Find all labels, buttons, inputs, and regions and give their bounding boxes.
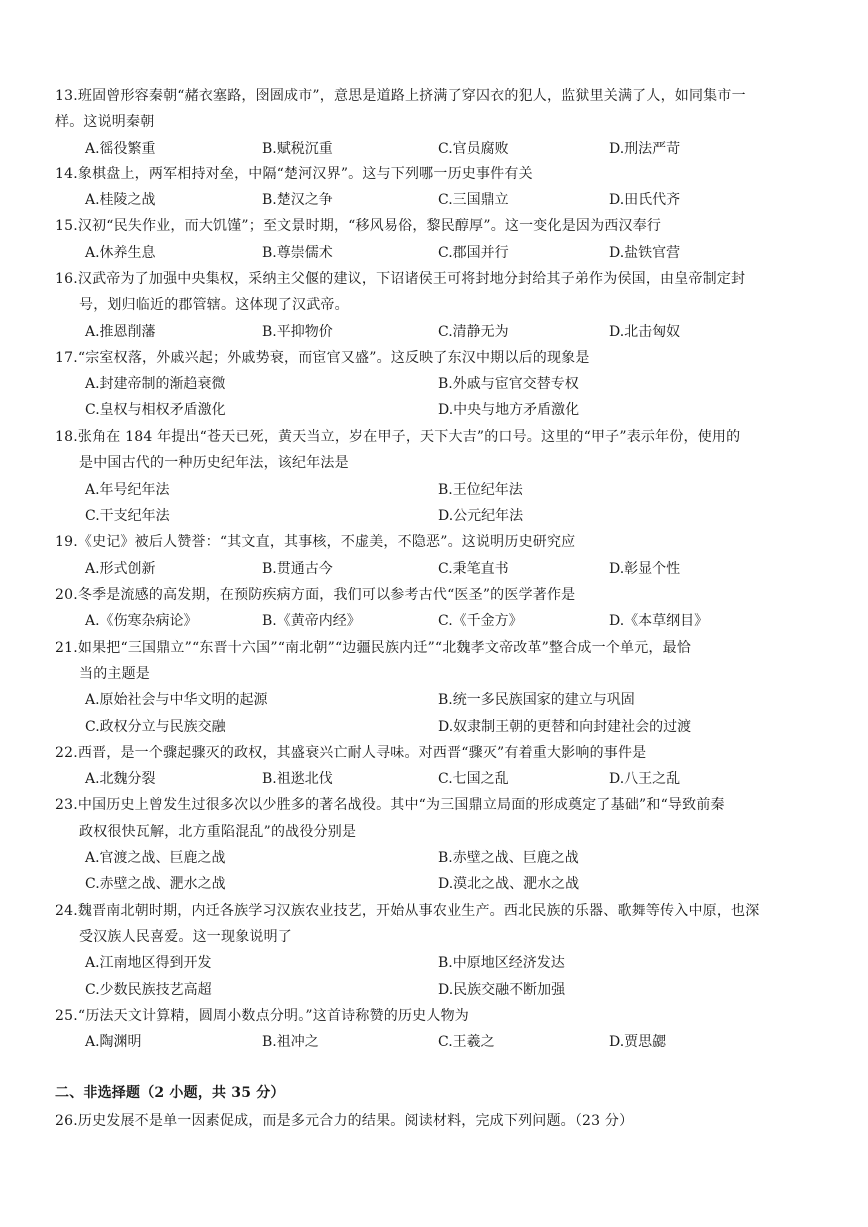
question-16-option-a: A.推恩削藩 [85, 324, 156, 340]
question-25-option-d: D.贾思勰 [609, 1034, 667, 1050]
question-21-option-a: A.原始社会与中华文明的起源 [85, 692, 268, 708]
question-14-option-d: D.田氏代齐 [609, 192, 681, 208]
question-18-option-a: A.年号纪年法 [85, 482, 170, 498]
question-20-option-b: B.《黄帝内经》 [262, 613, 361, 629]
question-13-option-c: C.官员腐败 [438, 141, 509, 157]
question-24-option-b: B.中原地区经济发达 [438, 955, 565, 971]
question-21-option-c: C.政权分立与民族交融 [85, 719, 226, 735]
question-17-option-b: B.外戚与宦官交替专权 [438, 376, 579, 392]
question-19-option-b: B.贯通古今 [262, 561, 333, 577]
question-24-text-cont: 受汉族人民喜爱。这一现象说明了 [79, 929, 292, 945]
question-24-option-a: A.江南地区得到开发 [85, 955, 212, 971]
question-15-option-b: B.尊崇儒术 [262, 245, 333, 261]
question-19-option-c: C.秉笔直书 [438, 561, 509, 577]
question-17-option-d: D.中央与地方矛盾激化 [438, 402, 580, 418]
question-16-text-cont: 号，划归临近的郡管辖。这体现了汉武帝。 [79, 297, 349, 313]
question-24-option-c: C.少数民族技艺高超 [85, 982, 212, 998]
question-13-text: 13.班固曾形容秦朝“赭衣塞路，囹圄成市”，意思是道路上挤满了穿囚衣的犯人，监狱里关满了人，如同集市一 [55, 88, 746, 104]
question-21-text-cont: 当的主题是 [79, 666, 150, 682]
question-15-option-a: A.休养生息 [85, 245, 156, 261]
question-15-text: 15.汉初“民失作业，而大饥馑”；至文景时期，“移风易俗，黎民醇厚”。这一变化是因为西汉奉行 [55, 218, 662, 234]
question-22-text: 22.西晋，是一个骤起骤灭的政权，其盛衰兴亡耐人寻味。对西晋“骤灭”有着重大影响的事件是 [55, 745, 647, 761]
question-25-option-c: C.王羲之 [438, 1034, 495, 1050]
question-21-option-b: B.统一多民族国家的建立与巩固 [438, 692, 635, 708]
question-17-option-a: A.封建帝制的渐趋衰微 [85, 376, 226, 392]
question-22-option-b: B.祖逖北伐 [262, 771, 333, 787]
question-20-option-c: C.《千金方》 [438, 613, 523, 629]
question-22-option-a: A.北魏分裂 [85, 771, 156, 787]
question-20-option-a: A.《伤寒杂病论》 [85, 613, 198, 629]
question-23-text: 23.中国历史上曾发生过很多次以少胜多的著名战役。其中“为三国鼎立局面的形成奠定了基础”和“导致前秦 [55, 797, 725, 813]
question-23-option-d: D.漠北之战、淝水之战 [438, 876, 580, 892]
question-13-option-a: A.徭役繁重 [85, 141, 156, 157]
question-17-text: 17.“宗室权落，外戚兴起；外戚势衰，而宦官又盛”。这反映了东汉中期以后的现象是 [55, 350, 590, 366]
question-23-option-b: B.赤壁之战、巨鹿之战 [438, 850, 579, 866]
question-25-option-b: B.祖冲之 [262, 1034, 319, 1050]
question-14-text: 14.象棋盘上，两军相持对垒，中隔“楚河汉界”。这与下列哪一历史事件有关 [55, 166, 533, 182]
question-18-option-b: B.王位纪年法 [438, 482, 523, 498]
question-16-option-b: B.平抑物价 [262, 324, 333, 340]
question-22-option-c: C.七国之乱 [438, 771, 509, 787]
question-25-text: 25.“历法天文计算精，圆周小数点分明。”这首诗称赞的历史人物为 [55, 1008, 469, 1024]
question-16-text: 16.汉武帝为了加强中央集权，采纳主父偃的建议，下诏诸侯王可将封地分封给其子弟作为侯国，由皇帝制定封 [55, 271, 746, 287]
question-16-option-c: C.清静无为 [438, 324, 509, 340]
question-13-text-cont: 样。这说明秦朝 [55, 114, 155, 130]
question-20-option-d: D.《本草纲目》 [609, 613, 709, 629]
question-20-text: 20.冬季是流感的高发期，在预防疾病方面，我们可以参考古代“医圣”的医学著作是 [55, 587, 576, 603]
question-19-text: 19.《史记》被后人赞誉：“其文直，其事核，不虚美，不隐恶”。这说明历史研究应 [55, 534, 576, 550]
question-14-option-c: C.三国鼎立 [438, 192, 509, 208]
question-17-option-c: C.皇权与相权矛盾激化 [85, 402, 226, 418]
question-14-option-b: B.楚汉之争 [262, 192, 333, 208]
question-21-option-d: D.奴隶制王朝的更替和向封建社会的过渡 [438, 719, 692, 735]
question-18-option-c: C.干支纪年法 [85, 508, 170, 524]
question-18-text-cont: 是中国古代的一种历史纪年法，该纪年法是 [79, 455, 349, 471]
question-23-option-c: C.赤壁之战、淝水之战 [85, 876, 226, 892]
question-22-option-d: D.八王之乱 [609, 771, 681, 787]
question-26-text: 26.历史发展不是单一因素促成，而是多元合力的结果。阅读材料，完成下列问题。（23 分） [55, 1113, 634, 1129]
question-15-option-d: D.盐铁官营 [609, 245, 681, 261]
question-18-text: 18.张角在 184 年提出“苍天已死，黄天当立，岁在甲子，天下大吉”的口号。这里的“甲子”表示年份，使用的 [55, 429, 741, 445]
question-23-text-cont: 政权很快瓦解，北方重陷混乱”的战役分别是 [79, 824, 357, 840]
question-14-option-a: A.桂陵之战 [85, 192, 156, 208]
question-24-text: 24.魏晋南北朝时期，内迁各族学习汉族农业技艺，开始从事农业生产。西北民族的乐器、歌舞等传入中原，也深 [55, 903, 760, 919]
question-25-option-a: A.陶渊明 [85, 1034, 142, 1050]
question-23-option-a: A.官渡之战、巨鹿之战 [85, 850, 226, 866]
section-2-title: 二、非选择题（2 小题，共 35 分） [55, 1085, 285, 1101]
question-15-option-c: C.郡国并行 [438, 245, 509, 261]
question-24-option-d: D.民族交融不断加强 [438, 982, 566, 998]
question-13-option-b: B.赋税沉重 [262, 141, 333, 157]
question-18-option-d: D.公元纪年法 [438, 508, 524, 524]
question-21-text: 21.如果把“三国鼎立”“东晋十六国”“南北朝”“边疆民族内迁”“北魏孝文帝改革”整合成一个单元，最恰 [55, 640, 692, 656]
question-16-option-d: D.北击匈奴 [609, 324, 681, 340]
question-19-option-d: D.彰显个性 [609, 561, 681, 577]
question-13-option-d: D.刑法严苛 [609, 141, 681, 157]
question-19-option-a: A.形式创新 [85, 561, 156, 577]
